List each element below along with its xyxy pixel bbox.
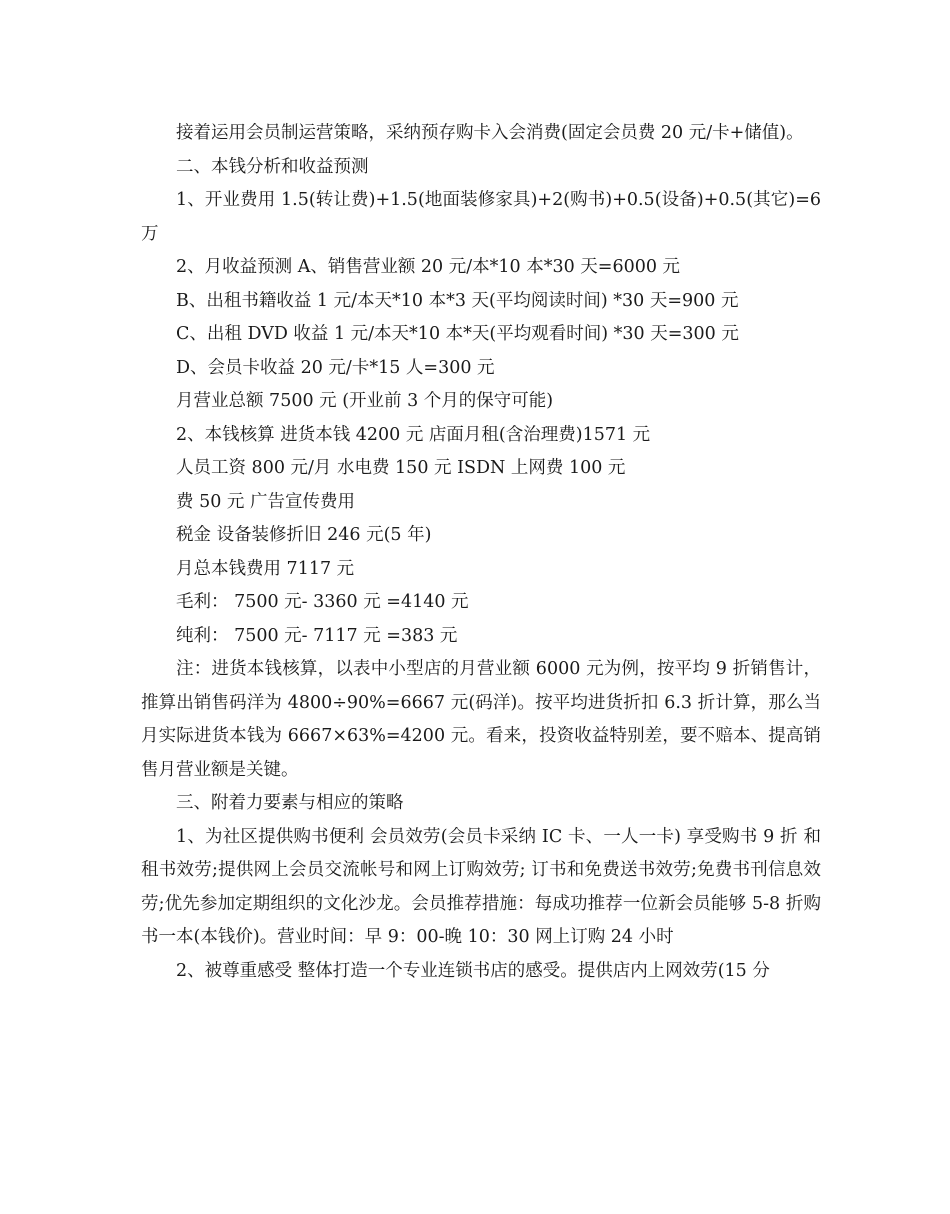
paragraph: 税金 设备装修折旧 246 元(5 年) bbox=[176, 525, 432, 545]
paragraph: B、出租书籍收益 1 元/本天*10 本*3 天(平均阅读时间) *30 天=900 元 bbox=[176, 290, 739, 311]
document-body bbox=[141, 117, 821, 988]
section-heading: 二、本钱分析和收益预测 bbox=[176, 156, 369, 177]
paragraph: 2、本钱核算 进货本钱 4200 元 店面月租(含治理费)1571 元 bbox=[176, 424, 651, 445]
paragraph: 2、月收益预测 A、销售营业额 20 元/本*10 本*30 天=6000 元 bbox=[176, 257, 681, 277]
paragraph: 费 50 元 广告宣传费用 bbox=[176, 491, 355, 512]
paragraph: 毛利： 7500 元- 3360 元 =4140 元 bbox=[176, 592, 469, 612]
paragraph: 2、被尊重感受 整体打造一个专业连锁书店的感受。提供店内上网效劳(15 分 bbox=[176, 960, 770, 981]
paragraph: 人员工资 800 元/月 水电费 150 元 ISDN 上网费 100 元 bbox=[176, 458, 626, 478]
paragraph: C、出租 DVD 收益 1 元/本天*10 本*天(平均观看时间) *30 天=300 元 bbox=[176, 324, 739, 344]
note-paragraph: 注：进货本钱核算，以表中小型店的月营业额 6000 元为例，按平均 9 折销售计，推算出销售码洋为 4800÷90%=6667 元(码洋)。按平均进货折扣 6.3 折计算，那么当月实际进货本钱为 6667×63%=4200 元。看来，投资收益特别差，要不赔本、提高销售月营业额是关键。 bbox=[141, 659, 821, 780]
paragraph: 1、开业费用 1.5(转让费)+1.5(地面装修家具)+2(购书)+0.5(设备)+0.5(其它)=6 万 bbox=[141, 190, 821, 244]
paragraph: 1、为社区提供购书便利 会员效劳(会员卡采纳 IC 卡、一人一卡) 享受购书 9 折 和租书效劳;提供网上会员交流帐号和网上订购效劳; 订书和免费送书效劳;免费书刊信息效劳;优先参加定期组织的文化沙龙。会员推荐措施：每成功推荐一位新会员能够 5-8 折购书一本(本钱价)。营业时间：早 9：00-晚 10：30 网上订购 24 小时 bbox=[141, 826, 821, 947]
section-heading: 三、附着力要素与相应的策略 bbox=[176, 793, 404, 813]
paragraph: D、会员卡收益 20 元/卡*15 人=300 元 bbox=[176, 357, 495, 378]
paragraph: 接着运用会员制运营策略，采纳预存购卡入会消费(固定会员费 20 元/卡+储值)。 bbox=[176, 123, 804, 143]
paragraph: 月营业总额 7500 元 (开业前 3 个月的保守可能) bbox=[176, 391, 554, 411]
paragraph: 月总本钱费用 7117 元 bbox=[176, 558, 355, 579]
paragraph: 纯利： 7500 元- 7117 元 =383 元 bbox=[176, 625, 458, 646]
